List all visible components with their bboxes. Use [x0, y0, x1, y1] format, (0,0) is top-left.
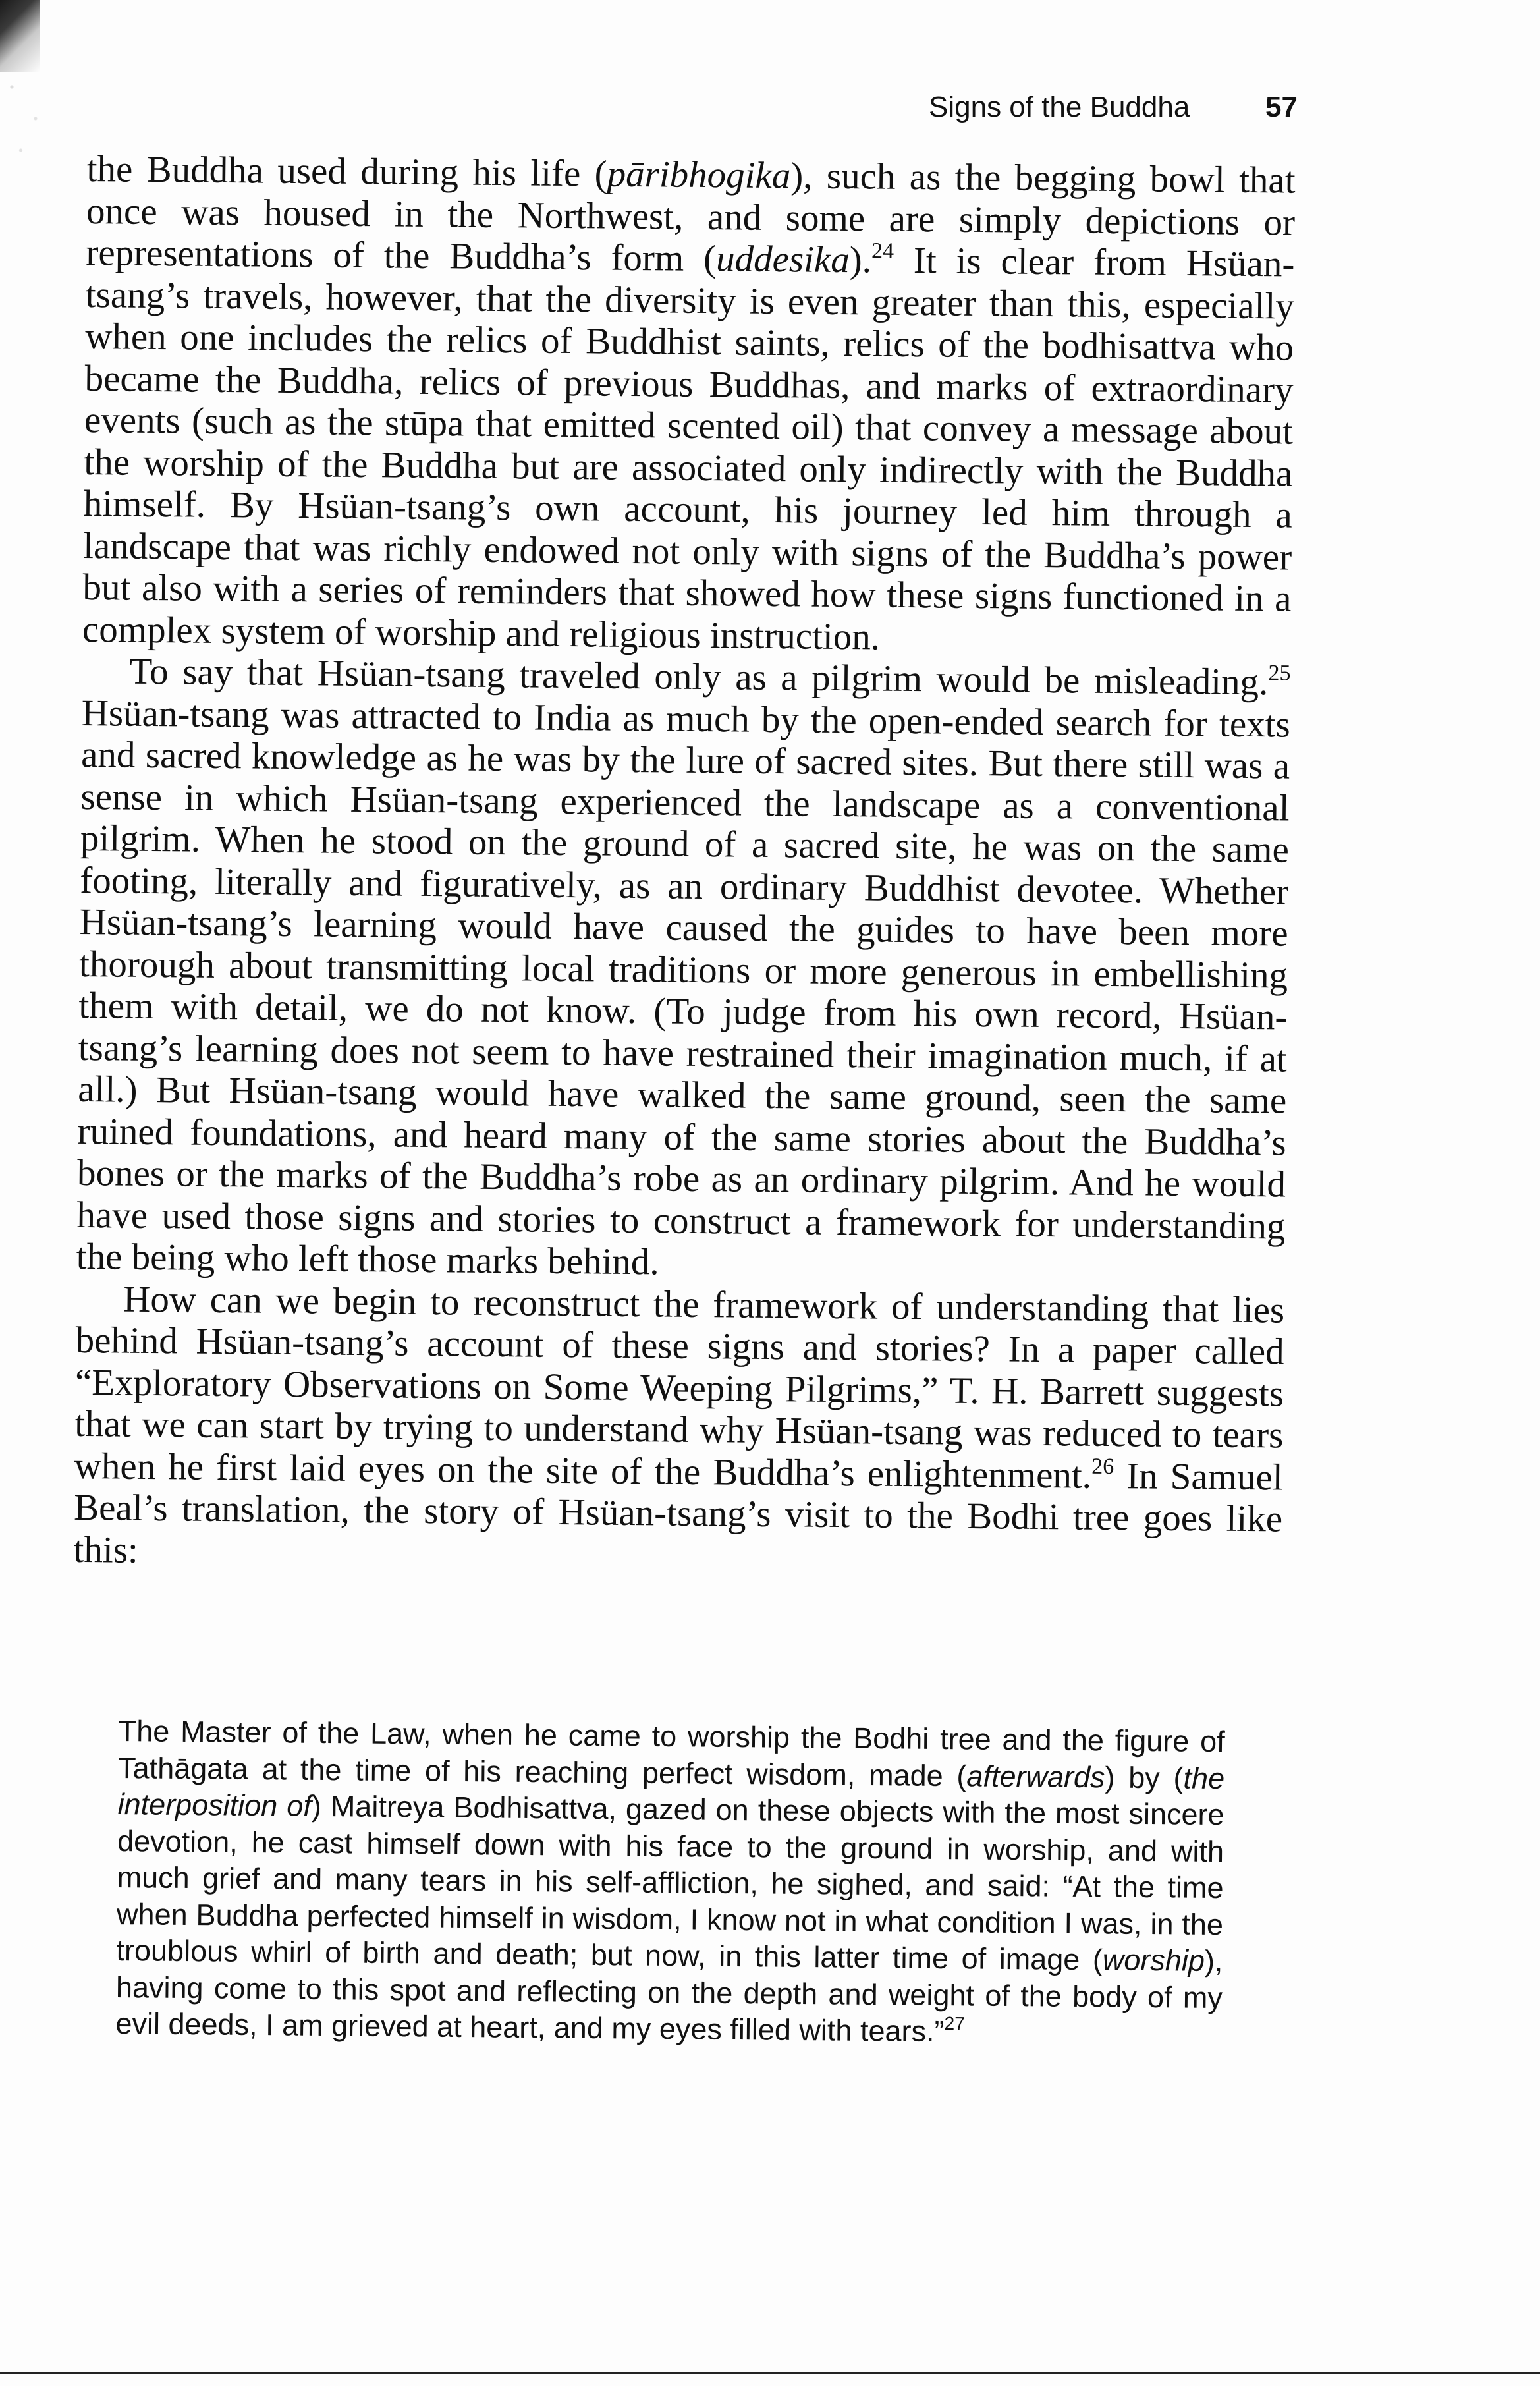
running-head-title: Signs of the Buddha: [929, 91, 1190, 123]
p1-text-4: It is clear from Hsüan-tsang’s travels, however, that the diversity is even greater than this, especially when one includes the relics of Buddhist saints, relics of the bodhisattva who became the Buddha, relics of previous Buddhas, and marks of extraordinary events (such as the stūpa that emitted scented oil) that convey a message about the worship of the Buddha but are associated only indirectly with the Buddha himself. By Hsüan-tsang’s own account, his journey led him through a landscape that was richly endowed not only with signs of the Buddha’s power but also with a series of reminders that showed how these signs functioned in a complex system of worship and religious instruction.: [82, 239, 1295, 658]
p2-text-1: To say that Hsüan-tsang traveled only as a pilgrim would be misleading.: [129, 650, 1269, 704]
paragraph-3: [73, 1277, 1284, 1582]
footnote-ref-26[interactable]: 26: [1091, 1454, 1114, 1479]
p3-text-2: In Samuel Beal’s translation, the story of Hsüan-tsang’s visit to the Bodhi tree goes like this:: [73, 1455, 1284, 1571]
footnote-ref-24[interactable]: 24: [871, 238, 894, 264]
paragraph-2: [76, 650, 1291, 1289]
quote-italic-interposition: the interposition of: [117, 1761, 1225, 1823]
running-head: [929, 84, 1298, 130]
footnote-ref-27[interactable]: 27: [944, 2013, 965, 2034]
scan-edge-shadow: [0, 0, 40, 72]
p1-italic-uddesika: uddesika: [715, 238, 850, 281]
quote-paragraph: [115, 1713, 1225, 2053]
p1-text-1: the Buddha used during his life (: [86, 148, 608, 195]
quote-italic-afterwards: afterwards: [966, 1758, 1105, 1794]
p1-text-3: ).: [849, 239, 872, 281]
block-quote: [115, 1713, 1225, 2053]
page-number: 57: [1265, 91, 1298, 123]
quote-text-2: ) by (: [1105, 1760, 1184, 1795]
body-text: [73, 148, 1296, 1582]
p3-text-1: How can we begin to reconstruct the framework of understanding that lies behind Hsüan-tsang’s account of these signs and stories? In a paper called “Exploratory Observations on Some Weeping Pilgrims,” T. H. Barrett suggests that we can start by trying to understand why Hsüan-tsang was reduced to tears when he first laid eyes on the site of the Buddha’s enlightenment.: [74, 1278, 1285, 1497]
p1-italic-paribhogika: pāribhogika: [607, 153, 791, 197]
footnote-ref-25[interactable]: 25: [1268, 661, 1291, 686]
p2-text-2: Hsüan-tsang was attracted to India as much by the open-ended search for texts and sacred knowledge as he was by the lure of sacred sites. But there still was a sense in which Hsüan-tsang experienced the landscape as a conventional pilgrim. When he stood on the ground of a sacred site, he was on the same footing, literally and figuratively, as an ordinary Buddhist devotee. Whether Hsüan-tsang’s learning would have caused the guides to have been more thorough about transmitting local traditions or more generous in embellishing them with detail, we do not know. (To judge from his own record, Hsüan-tsang’s learning does not seem to have restrained their imagination much, if at all.) But Hsüan-tsang would have walked the same ground, seen the same ruined foundations, and heard many of the same stories about the Buddha’s bones or the marks of the Buddha’s robe as an ordinary pilgrim. And he would have used those signs and stories to construct a framework for understanding the being who left those marks behind.: [76, 692, 1290, 1283]
scan-speckle: [0, 66, 59, 171]
quote-text-1: The Master of the Law, when he came to worship the Bodhi tree and the figure of Tathāgata at the time of his reaching perfect wisdom, made (: [117, 1714, 1225, 1792]
paragraph-1: [82, 148, 1296, 662]
bottom-edge-line: [0, 2372, 1540, 2374]
quote-text-3: ) Maitreya Bodhisattva, gazed on these objects with the most sincere devotion, he cast himself down with his face to the ground in worship, and with much grief and many tears in his self-affliction, he sighed, and said: “At the time when Buddha perfected himself in wisdom, I know not in what condition I was, in the troublous whirl of birth and death; but now, in this latter time of image (: [116, 1789, 1224, 1977]
p1-text-2: ), such as the begging bowl that once was housed in the Northwest, and some are simply depictions or representations of the Buddha’s form (: [86, 155, 1296, 280]
quote-text-4: ), having come to this spot and reflecting on the depth and weight of the body of my evil deeds, I am grieved at heart, and my eyes filled with tears.”: [115, 1943, 1223, 2049]
quote-italic-worship: worship: [1102, 1943, 1205, 1978]
